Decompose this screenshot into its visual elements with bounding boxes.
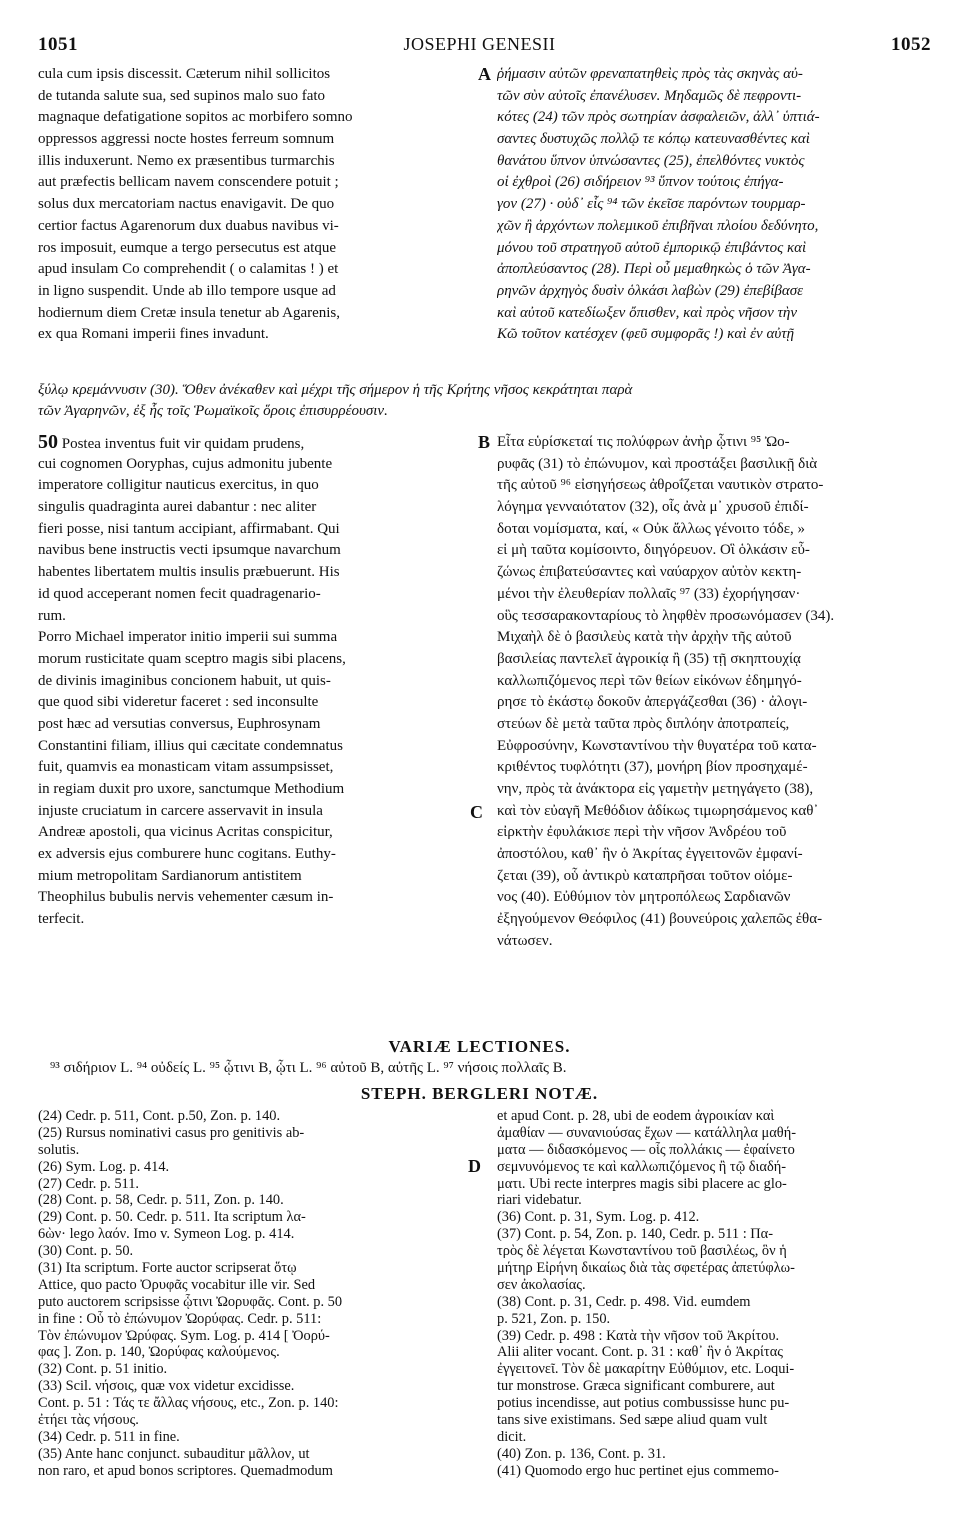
- greek-column-top: [497, 64, 934, 346]
- note-line: non raro, et apud bonos scriptores. Quemadmodum: [38, 1462, 333, 1479]
- greek-text-line: ῥήμασιν αὐτῶν φρεναπατηθεὶς πρὸς τὰς σκηνὰς αὐ-: [497, 66, 803, 82]
- greek-text-line: δοται νομίσματα, καί, « Οὐκ ἄλλως γένοιτο τόδε, »: [497, 520, 805, 537]
- greek-text-line: ρυφᾶς (31) τὸ ἐπώνυμον, καὶ προστάξει βασιλικῇ διὰ: [497, 455, 818, 472]
- note-line: φας ]. Zon. p. 140, Ὠορύφας καλούμενος.: [38, 1344, 280, 1361]
- greek-text-line: ἐξηγούμενον Θεόφιλος (41) βουνεύροις χαλεπῶς ἐθα-: [497, 911, 823, 928]
- latin-text-line: mium metropolitam Sardianorum antistitem: [38, 867, 302, 884]
- latin-text-line: morum rusticitate quam sceptro magis sibi placens,: [38, 650, 346, 667]
- greek-text-line: νάτωσεν.: [497, 932, 553, 949]
- note-line: Cont. p. 51 : Τάς τε ἄλλας νήσους, etc., Zon. p. 140:: [38, 1395, 339, 1412]
- note-line: (36) Cont. p. 31, Sym. Log. p. 412.: [497, 1209, 700, 1226]
- margin-letter-a: A: [478, 64, 491, 84]
- latin-column-main: [38, 432, 470, 931]
- note-line: tans sive existimans. Sed sæpe aliud quam vult: [497, 1412, 768, 1429]
- latin-first-line-text: Postea inventus fuit vir quidam prudens,: [58, 436, 305, 452]
- greek-text-line: κότες (24) τῶν πρὸς σωτηρίαν ἀσφαλειῶν, ἀλλ᾽ ὑπτιά-: [497, 109, 820, 126]
- latin-text-line: oppressos aggressi nocte hostes ferreum somnum: [38, 131, 335, 148]
- latin-text-line: Andreæ apostoli, qua vicinus Acritas conspicitur,: [38, 824, 333, 841]
- note-line: (30) Cont. p. 50.: [38, 1243, 134, 1260]
- section-number: 50: [38, 432, 58, 453]
- variae-lectiones-heading: VARIÆ LECTIONES.: [388, 1037, 571, 1056]
- note-line: riari videbatur.: [497, 1192, 582, 1209]
- greek-text-line: βασιλείας παντελεῖ ἀγροικίᾳ ἢ (35) τῇ σκηπτουχίᾳ: [497, 650, 801, 667]
- notes-right-column: [497, 1108, 934, 1480]
- latin-text-line: hodiernum diem Cretæ insula tenetur ab Agarenis,: [38, 304, 341, 321]
- notae-heading: STEPH. BERGLERI NOTÆ.: [360, 1084, 599, 1103]
- note-line: (25) Rursus nominativi casus pro genitivis ab-: [38, 1124, 305, 1141]
- latin-text-line: aut præfectis bellicam navem conscendere potuit ;: [38, 174, 339, 191]
- note-line: (33) Scil. νήσοις, quæ vox videtur excidisse.: [38, 1378, 295, 1395]
- greek-text-line: νος (40). Εὐθύμιον τὸν μητροπόλεως Σαρδιανῶν: [497, 889, 791, 906]
- page-number-left: 1051: [38, 34, 78, 55]
- note-line: dicit.: [497, 1428, 527, 1445]
- note-line: puto auctorem scripsisse ᾧτινι Ὠορυφᾶς. Cont. p. 50: [38, 1293, 343, 1310]
- latin-text-line: id quod acceperant nomen fecit quadragenario-: [38, 585, 321, 602]
- note-line: (27) Cedr. p. 511.: [38, 1175, 139, 1192]
- greek-text-line: χῶν ἢ ἀρχόντων πολεμικοῦ ἐπιβῆναι πλοίου δεδύνητο,: [497, 217, 819, 234]
- latin-text-line: illis induxerunt. Nemo ex præsentibus turmarchis: [38, 152, 335, 169]
- note-line: (37) Cont. p. 54, Zon. p. 140, Cedr. p. 511 : Πα-: [497, 1226, 774, 1243]
- greek-text-line: εἰ μὴ ταῦτα κομίσοιντο, διηγόρευον. Οἳ ὁλκάσιν εὖ-: [497, 542, 810, 559]
- greek-spanning-line: τῶν Ἀγαρηνῶν, ἐξ ἧς τοῖς Ῥωμαϊκοῖς ὅροις ἐπισυρρέουσιν.: [38, 403, 388, 419]
- greek-text-line: Μιχαὴλ δὲ ὁ βασιλεὺς κατὰ τὴν ἀρχὴν τῆς αὐτοῦ: [497, 629, 792, 646]
- note-line: (28) Cont. p. 58, Cedr. p. 511, Zon. p. 140.: [38, 1192, 284, 1209]
- latin-text-line: imperatore colligitur nauticus exercitus, in quo: [38, 477, 319, 494]
- latin-text-line: fieri posse, nisi tantum accipiant, affirmabant. Qui: [38, 520, 340, 537]
- note-line: et apud Cont. p. 28, ubi de eodem ἀγροικίαν καὶ: [497, 1108, 775, 1124]
- greek-text-line: θανάτου ὕπνον ὑπνώσαντες (25), ἐπελθόντες νυκτὸς: [497, 152, 805, 169]
- note-line: (41) Quomodo ergo huc pertinet ejus commemo-: [497, 1462, 779, 1479]
- note-line: (31) Ita scriptum. Forte auctor scripserat ὅτῳ: [38, 1260, 297, 1277]
- greek-text-line: οἱ ἐχθροὶ (26) σιδήρειον ⁹³ ὕπνον τούτοις ἐπήγα-: [497, 174, 784, 191]
- note-line: (38) Cont. p. 31, Cedr. p. 498. Vid. eumdem: [497, 1293, 751, 1310]
- greek-text-line: ρησε τὸ ἑκάστῳ δοκοῦν ἀπεργάζεσθαι (36) · ἀλογι-: [497, 694, 808, 711]
- note-line: (29) Cont. p. 50. Cedr. p. 511. Ita scriptum λα-: [38, 1209, 306, 1226]
- greek-text-line: καλλωπιζόμενος περὶ τῶν θείων εἰκόνων ἐδημηγό-: [497, 672, 802, 689]
- latin-text-line: ex adversis ejus comburere hunc cogitans. Euthy-: [38, 846, 336, 863]
- page-number-right: 1052: [891, 34, 931, 55]
- greek-text-line: ἀποπλεύσαντος (28). Περὶ οὗ μεμαθηκὼς ὁ τῶν Ἀγα-: [497, 261, 811, 278]
- greek-text-line: εἰρκτὴν ἐφυλάκισε περὶ τὴν νῆσον Ἀνδρέου τοῦ: [497, 824, 787, 841]
- note-line: μήτηρ Εἰρήνη δικαίως διὰ τὰς σφετέρας ἀπετύφλω-: [497, 1260, 795, 1277]
- latin-text-line: post hæc ad versutias conversus, Euphrosynam: [38, 715, 321, 732]
- latin-text-line: cui cognomen Ooryphas, cujus admonitu jubente: [38, 455, 333, 472]
- note-line: (40) Zon. p. 136, Cont. p. 31.: [497, 1445, 666, 1462]
- latin-text-line: injuste cruciatum in carcere asservavit in insula: [38, 802, 323, 819]
- greek-text-line: Εὐφροσύνην, Κωνσταντίνου τὴν θυγατέρα τοῦ κατα-: [497, 737, 817, 754]
- latin-text-line: terfecit.: [38, 911, 85, 928]
- note-line: (26) Sym. Log. p. 414.: [38, 1158, 170, 1175]
- latin-text-line: rum.: [38, 607, 66, 624]
- latin-text-line: in ligno suspendit. Unde ab illo tempore usque ad: [38, 282, 336, 299]
- header-title: JOSEPHI GENESII: [403, 34, 556, 54]
- greek-text-line: λόγημα γενναιότατον (32), οἷς ἀνὰ μ᾽ χρυσοῦ ἐπιδί-: [497, 499, 809, 516]
- note-line: ἐγγειτονεῖ. Τὸν δὲ μακαρίτην Εὐθύμιον, etc. Loqui-: [497, 1361, 795, 1378]
- greek-text-line: ἀποστόλου, καθ᾽ ἣν ὁ Ἀκρίτας ἐγγειτονῶν ἐμφανί-: [497, 846, 803, 863]
- note-line: ἐτήει τὰς νήσους.: [38, 1412, 139, 1429]
- note-line: (35) Ante hanc conjunct. subauditur μᾶλλον, ut: [38, 1445, 310, 1462]
- greek-spanning-lines: [38, 380, 934, 422]
- greek-text-line: ζεται (39), οὗ ἀντικρὺ καταπρῆσαι τοῦτον οἰόμε-: [497, 867, 793, 884]
- note-line: (24) Cedr. p. 511, Cont. p.50, Zon. p. 140.: [38, 1108, 281, 1124]
- latin-column-top: [38, 64, 470, 346]
- latin-text-line: solus dux mercatoriam nactus enavigavit. De quo: [38, 196, 335, 213]
- latin-main-lines: [38, 454, 470, 931]
- latin-text-line: in regiam duxit pro uxore, sanctumque Methodium: [38, 781, 345, 797]
- latin-text-line: certior factus Agarenorum dux duabus navibus vi-: [38, 217, 339, 234]
- note-line: (34) Cedr. p. 511 in fine.: [38, 1428, 180, 1445]
- note-line: σεμνυνόμενος τε καὶ καλλωπιζόμενος ἢ τῷ διαδή-: [497, 1158, 787, 1175]
- greek-text-line: νην, πρὸς τὰ ἀνάκτορα εἰς γαμετὴν μετηγάγετο (38),: [497, 781, 814, 797]
- latin-text-line: Porro Michael imperator initio imperii sui summa: [38, 629, 338, 646]
- greek-text-line: Κῶ τοῦτον κατέσχεν (φεῦ συμφορᾶς !) καὶ ἐν αὐτῇ: [497, 326, 795, 343]
- note-line: solutis.: [38, 1141, 80, 1158]
- greek-text-line: καὶ αὐτοῦ κατεδίωξεν ὄπισθεν, καὶ πρὸς νῆσον τὴν: [497, 304, 798, 321]
- latin-text-line: Theophilus bubulis nervis vehementer cæsum in-: [38, 889, 334, 906]
- latin-text-line: que quod sibi videretur faceret : sed inconsulte: [38, 694, 319, 711]
- latin-text-line: apud insulam Co comprehendit ( o calamitas ! ) et: [38, 261, 339, 278]
- latin-text-line: navibus bene instructis vecti ipsumque navarchum: [38, 542, 341, 559]
- latin-text-line: fuit, quamvis ea monasticam vitam assumpsisset,: [38, 759, 334, 776]
- greek-text-line: μόνου τοῦ στρατηγοῦ αὐτοῦ ἐμπορικῷ ἐπιβάντος καὶ: [497, 239, 807, 256]
- greek-text-line: καὶ τὸν εὐαγῆ Μεθόδιον ἀδίκως τιμωρησάμενος καθ᾽: [497, 802, 819, 819]
- note-line: ματι. Ubi recte interpres magis sibi placere ac glo-: [497, 1175, 787, 1192]
- greek-text-line: κριθέντος τυφλότητι (37), μονήρη βίον προσηχαμέ-: [497, 759, 808, 776]
- note-line: tur monstrose. Græca significant comburere, aut: [497, 1378, 775, 1395]
- greek-text-line: οὓς τεσσαρακονταρίους τὸ ληφθὲν προσωνόμασεν (34).: [497, 607, 835, 624]
- note-line: in fine : Οὗ τὸ ἐπώνυμον Ὠορύφας. Cedr. p. 511:: [38, 1310, 322, 1327]
- greek-text-line: Εἶτα εὑρίσκεταί τις πολύφρων ἀνὴρ ᾧτινι ⁹⁵ Ὠο-: [497, 434, 790, 450]
- note-line: 6ὼν· lego λαόν. Imo v. Symeon Log. p. 414.: [38, 1226, 295, 1243]
- note-line: Τὸν ἐπώνυμον Ὠρύφας. Sym. Log. p. 414 [ Ὀορύ-: [38, 1327, 330, 1344]
- greek-column-main: [497, 432, 934, 953]
- margin-letter-b: B: [478, 432, 491, 452]
- note-line: ἀμαθίαν — συνανιούσας ἔχων — κατάλληλα μαθή-: [497, 1124, 797, 1141]
- greek-text-line: ρηνῶν ἀρχηγὸς δυσὶν ὁλκάσι λαβὼν (29) ἐπεβίβασε: [497, 282, 804, 299]
- note-line: (32) Cont. p. 51 initio.: [38, 1361, 168, 1378]
- greek-spanning-line: ξύλῳ κρεμάννυσιν (30). Ὅθεν ἀνέκαθεν καὶ μέχρι τῆς σήμερον ἡ τῆς Κρήτης νῆσος κεκράτηται παρὰ: [38, 382, 633, 398]
- note-line: ματα — διδασκόμενος — οἷς πολλάκις — ἐφαίνετο: [497, 1141, 795, 1158]
- greek-text-line: ζώνως ἐπιβατεύσαντες καὶ ναύαρχον αὐτὸν κεκτη-: [497, 564, 802, 581]
- greek-text-line: γον (27) · οὐδ᾽ εἷς ⁹⁴ τῶν ἐκεῖσε παρόντων τουρμαρ-: [497, 196, 806, 213]
- latin-paragraph-first-line: [38, 432, 470, 454]
- greek-text-line: τῶν σὺν αὐτοῖς ἐπανέλυσεν. Μηδαμῶς δὲ πεφροντι-: [497, 87, 802, 104]
- note-line: (39) Cedr. p. 498 : Κατὰ τὴν νῆσον τοῦ Ἀκρίτου.: [497, 1327, 780, 1344]
- note-line: p. 521, Zon. p. 150.: [497, 1310, 611, 1327]
- note-line: σεν ἀκολασίας.: [497, 1276, 586, 1293]
- latin-text-line: magnaque defatigatione sopitos ac morbifero somno: [38, 109, 353, 126]
- note-line: τρὸς δὲ λέγεται Κωνσταντίνου τοῦ βασιλέως, ὃν ἡ: [497, 1243, 787, 1260]
- margin-letter-d: D: [468, 1156, 481, 1176]
- running-header: [0, 34, 959, 62]
- greek-text-line: στεύων δὲ μετὰ ταῦτα πρὸς διπλόην ἀποτραπείς,: [497, 715, 790, 732]
- note-line: Alii aliter vocant. Cont. p. 31 : καθ᾽ ἣν ὁ Ἀκρίτας: [497, 1344, 783, 1361]
- latin-text-line: Constantini filiam, illius qui cæcitate condemnatus: [38, 737, 343, 754]
- greek-text-line: μένοι τὴν ἐλευθερίαν πολλαῖς ⁹⁷ (33) ἐχορήγησαν·: [497, 585, 801, 602]
- margin-letter-c: C: [470, 802, 483, 822]
- note-line: Attice, quo pacto Ὀρυφᾶς vocabitur ille vir. Sed: [38, 1276, 316, 1293]
- greek-text-line: τῆς αὐτοῦ ⁹⁶ εἰσηγήσεως ἀθροΐζεται ναυτικὸν στρατο-: [497, 477, 824, 494]
- latin-text-line: ros imposuit, eumque a tergo persecutus est atque: [38, 239, 336, 256]
- latin-text-line: cula cum ipsis discessit. Cæterum nihil sollicitos: [38, 66, 331, 82]
- latin-text-line: habentes libertatem multis insulis præbuerunt. His: [38, 564, 340, 581]
- latin-text-line: ex qua Romani imperii fines invadunt.: [38, 326, 269, 343]
- variae-lectiones-line: ⁹³ σιδήριον L. ⁹⁴ οὐδείς L. ⁹⁵ ᾧτινι B, ᾧτι L. ⁹⁶ αὐτοῦ B, αὐτῆς L. ⁹⁷ νήσοις πολλαῖς B.: [50, 1060, 567, 1076]
- notes-left-column: [38, 1108, 470, 1480]
- greek-text-line: σαντες δυστυχῶς πολλῷ τε κόπῳ κατευνασθέντες καὶ: [497, 131, 810, 148]
- latin-text-line: singulis quadraginta aurei dabantur : nec aliter: [38, 499, 317, 516]
- latin-text-line: de tutanda salute sua, sed supinos malo suo fato: [38, 87, 326, 104]
- note-line: potius incendisse, aut potius combussisse hunc pu-: [497, 1395, 790, 1412]
- latin-text-line: de divinis imaginibus concionem habuit, ut quis-: [38, 672, 331, 689]
